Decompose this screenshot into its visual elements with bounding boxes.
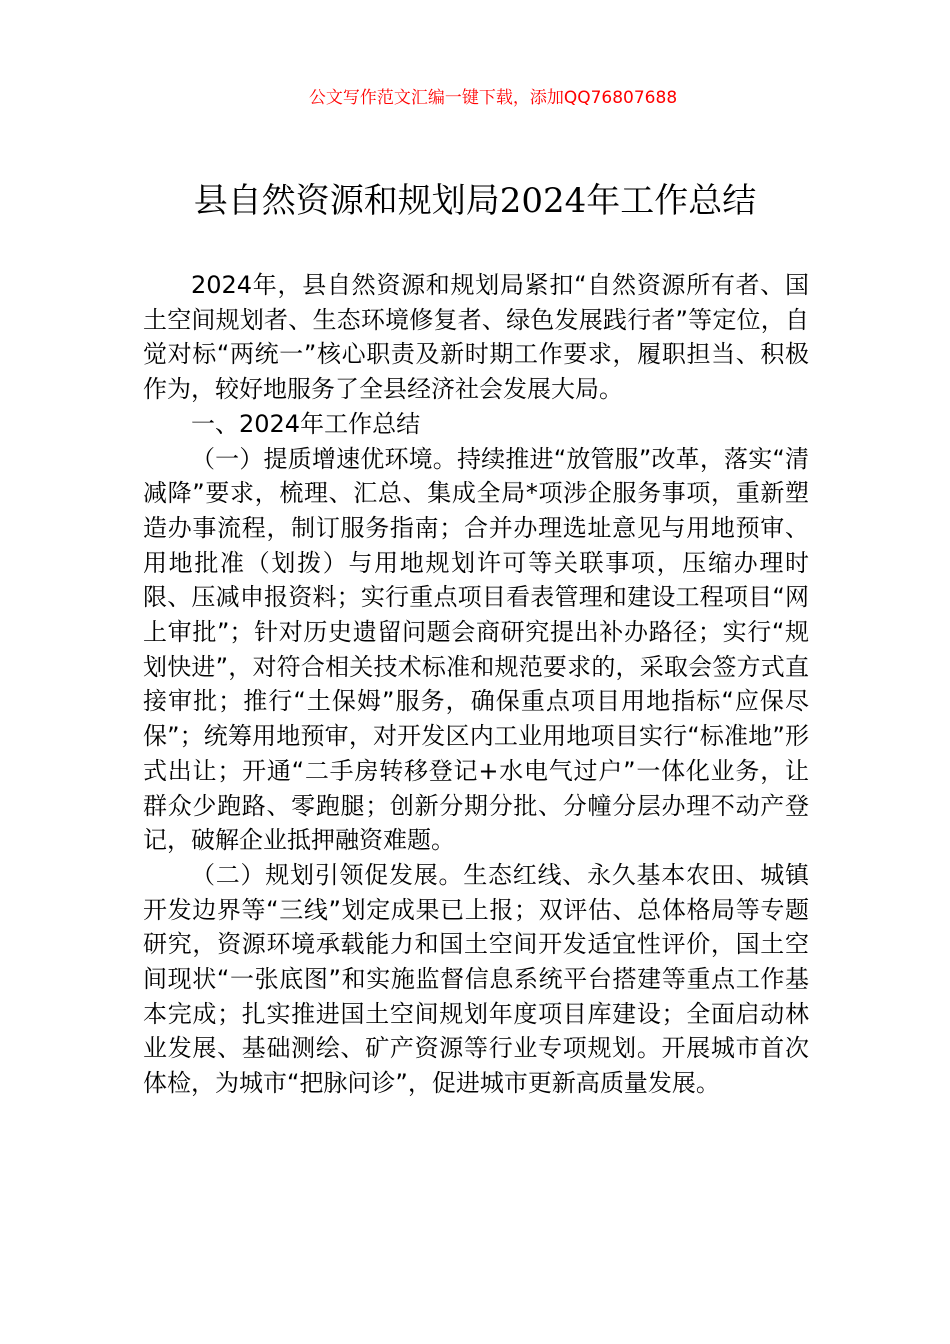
intro-paragraph: 2024年，县自然资源和规划局紧扣“自然资源所有者、国土空间规划者、生态环境修复者、绿色发展践行者”等定位，自觉对标“两统一”核心职责及新时期工作要求，履职担当、积极作为，较好地服务了全县经济社会发展大局。 xyxy=(143,271,809,404)
document-title: 县自然资源和规划局2024年工作总结 xyxy=(193,181,757,221)
document-body xyxy=(143,268,809,1101)
download-banner: 公文写作范文汇编一键下载，添加QQ76807688 xyxy=(308,88,678,108)
body-paragraph: （一）提质增速优环境。持续推进“放管服”改革，落实“清减降”要求，梳理、汇总、集成全局*项涉企服务事项，重新塑造办事流程，制订服务指南；合并办理选址意见与用地预审、用地批准（划拨）与用地规划许可等关联事项，压缩办理时限、压减申报资料；实行重点项目看表管理和建设工程项目“网上审批”；针对历史遗留问题会商研究提出补办路径；实行“规划快进”，对符合相关技术标准和规范要求的，采取会签方式直接审批；推行“土保姆”服务，确保重点项目用地指标“应保尽保”；统筹用地预审，对开发区内工业用地项目实行“标准地”形式出让；开通“二手房转移登记+水电气过户”一体化业务，让群众少跑路、零跑腿；创新分期分批、分幢分层办理不动产登记，破解企业抵押融资难题。 xyxy=(143,444,809,855)
section-heading: 一、2024年工作总结 xyxy=(191,409,421,438)
body-paragraph: （二）规划引领促发展。生态红线、永久基本农田、城镇开发边界等“三线”划定成果已上报；双评估、总体格局等专题研究，资源环境承载能力和国土空间开发适宜性评价，国土空间现状“一张底图”和实施监督信息系统平台搭建等重点工作基本完成；扎实推进国土空间规划年度项目库建设；全面启动林业发展、基础测绘、矿产资源等行业专项规划。开展城市首次体检，为城市“把脉问诊”，促进城市更新高质量发展。 xyxy=(143,860,809,1098)
